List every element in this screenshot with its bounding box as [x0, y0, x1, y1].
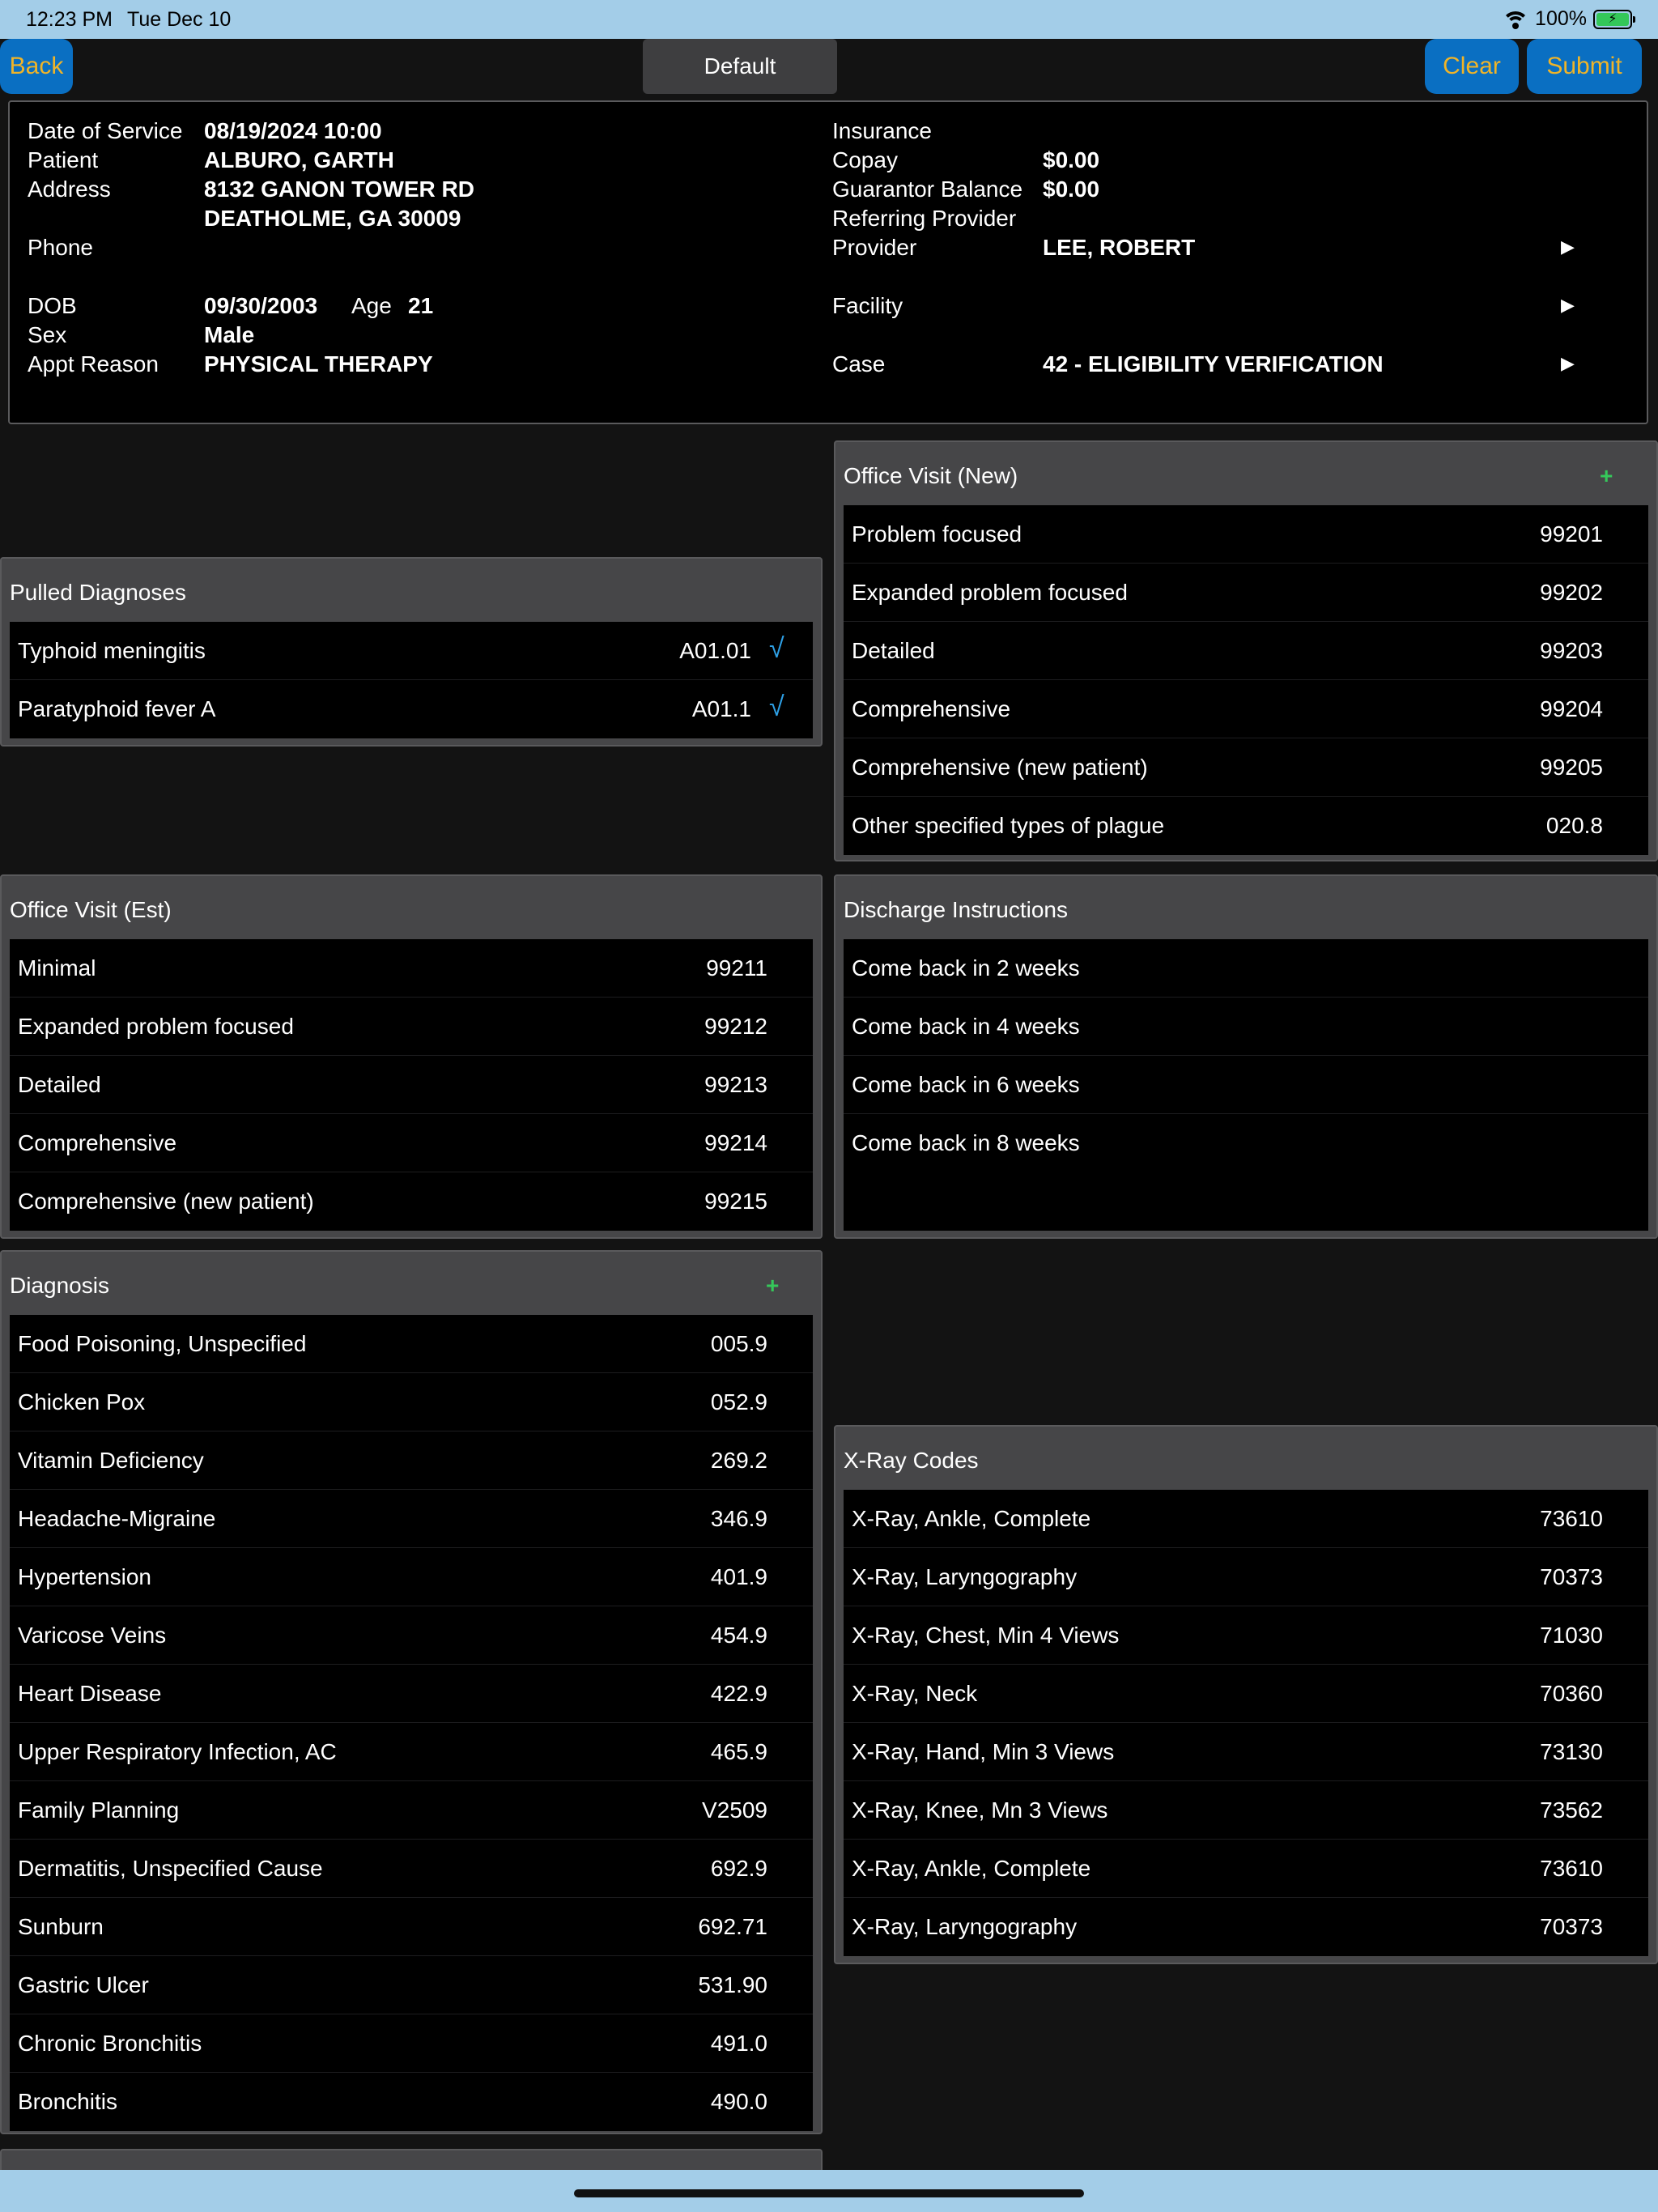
sex-label: Sex — [28, 322, 67, 347]
provider-label: Provider — [832, 235, 917, 260]
pulled-diagnosis-code: A01.1 — [691, 696, 751, 721]
item-code: 490.0 — [710, 2089, 767, 2114]
appt-reason-label: Appt Reason — [28, 351, 159, 376]
list-item[interactable] — [844, 1490, 1648, 1548]
age-value: 21 — [408, 293, 434, 318]
list-item[interactable] — [844, 1840, 1648, 1898]
item-code: 005.9 — [710, 1331, 767, 1356]
pulled-diagnoses-title: Pulled Diagnoses — [10, 580, 186, 605]
list-item[interactable] — [844, 998, 1648, 1056]
item-label: Varicose Veins — [18, 1623, 167, 1648]
item-label: Comprehensive (new patient) — [18, 1189, 314, 1214]
list-item[interactable] — [844, 1056, 1648, 1114]
item-label: Detailed — [852, 638, 935, 663]
list-item[interactable] — [10, 1315, 813, 1373]
office-visit-new-title: Office Visit (New) — [844, 463, 1018, 488]
add-icon[interactable]: + — [766, 1273, 780, 1298]
xray-codes-list — [844, 1490, 1648, 1956]
item-label: Vitamin Deficiency — [18, 1448, 204, 1473]
date-of-service-value: 08/19/2024 10:00 — [204, 118, 382, 143]
item-label: Other specified types of plague — [852, 813, 1165, 838]
list-item[interactable] — [844, 622, 1648, 680]
item-code: 346.9 — [710, 1506, 767, 1531]
list-item[interactable] — [844, 1898, 1648, 1956]
list-item[interactable] — [844, 738, 1648, 797]
list-item[interactable] — [844, 1606, 1648, 1665]
item-label: Detailed — [18, 1072, 101, 1097]
facility-label: Facility — [832, 293, 903, 318]
battery-percent: 100% — [1535, 7, 1587, 30]
list-item[interactable] — [844, 1723, 1648, 1781]
item-code: 99201 — [1540, 521, 1603, 547]
list-item[interactable] — [844, 1781, 1648, 1840]
item-code: 73610 — [1540, 1856, 1603, 1881]
item-label: Food Poisoning, Unspecified — [18, 1331, 307, 1356]
item-label: Come back in 6 weeks — [852, 1072, 1080, 1097]
item-code: 99203 — [1540, 638, 1603, 663]
item-label: Comprehensive — [18, 1130, 177, 1155]
item-label: Chronic Bronchitis — [18, 2031, 202, 2056]
office-visit-est-list — [10, 939, 813, 1231]
list-item[interactable] — [10, 1606, 813, 1665]
item-code: 465.9 — [710, 1739, 767, 1764]
item-code: 99204 — [1540, 696, 1603, 721]
status-right — [1503, 7, 1632, 31]
item-label: Bronchitis — [18, 2089, 117, 2114]
list-item[interactable] — [10, 1114, 813, 1172]
item-code: 454.9 — [710, 1623, 767, 1648]
item-label: X-Ray, Laryngography — [852, 1564, 1078, 1589]
item-code: 99211 — [706, 955, 767, 981]
item-code: 99215 — [704, 1189, 767, 1214]
item-code: 401.9 — [710, 1564, 767, 1589]
office-visit-new-list — [844, 505, 1648, 855]
list-item[interactable] — [10, 1490, 813, 1548]
status-date: Tue Dec 10 — [127, 8, 232, 31]
office-visit-new-panel — [834, 440, 1658, 861]
item-label: X-Ray, Knee, Mn 3 Views — [852, 1797, 1108, 1823]
case-value[interactable]: 42 - ELIGIBILITY VERIFICATION — [1043, 351, 1384, 376]
address-line1: 8132 GANON TOWER RD — [204, 177, 474, 202]
item-label: Chicken Pox — [18, 1389, 146, 1414]
case-label: Case — [832, 351, 886, 376]
list-item[interactable] — [10, 1956, 813, 2014]
item-label: Expanded problem focused — [18, 1014, 294, 1039]
item-code: 269.2 — [710, 1448, 767, 1473]
list-item[interactable] — [844, 1665, 1648, 1723]
status-time: 12:23 PM — [26, 8, 113, 31]
default-tab[interactable]: Default — [643, 39, 837, 94]
list-item[interactable] — [10, 1840, 813, 1898]
list-item[interactable] — [10, 1781, 813, 1840]
item-code: 99212 — [704, 1014, 767, 1039]
list-item[interactable] — [844, 939, 1648, 998]
list-item[interactable] — [844, 1548, 1648, 1606]
item-code: 99213 — [704, 1072, 767, 1097]
pulled-diagnosis-label: Typhoid meningitis — [18, 638, 206, 663]
guarantor-balance-label: Guarantor Balance — [832, 177, 1023, 202]
item-label: X-Ray, Neck — [852, 1681, 978, 1706]
patient-name: ALBURO, GARTH — [204, 147, 394, 172]
item-code: 531.90 — [698, 1972, 767, 1997]
item-label: Family Planning — [18, 1797, 180, 1823]
address-line2: DEATHOLME, GA 30009 — [204, 206, 461, 231]
wifi-icon — [1503, 10, 1528, 29]
patient-label: Patient — [28, 147, 99, 172]
list-item[interactable] — [10, 1548, 813, 1606]
dob-label: DOB — [28, 293, 77, 318]
list-item[interactable] — [10, 1373, 813, 1431]
age-label: Age — [351, 293, 392, 318]
item-label: Minimal — [18, 955, 96, 981]
pulled-diagnosis-code: A01.01 — [679, 638, 751, 663]
dob-value: 09/30/2003 — [204, 293, 318, 318]
item-code: 020.8 — [1545, 813, 1603, 838]
xray-codes-title: X-Ray Codes — [844, 1448, 979, 1473]
referring-provider-label: Referring Provider — [832, 206, 1017, 231]
item-code: 99214 — [704, 1130, 767, 1155]
item-label: X-Ray, Chest, Min 4 Views — [852, 1623, 1120, 1648]
item-label: X-Ray, Ankle, Complete — [852, 1506, 1091, 1531]
xray-codes-panel — [834, 1425, 1658, 1964]
item-label: Headache-Migraine — [18, 1506, 216, 1531]
pulled-diagnosis-row[interactable] — [10, 680, 813, 738]
battery-icon: ⚡ — [1593, 10, 1632, 29]
patient-info-panel — [8, 100, 1648, 424]
submit-button[interactable]: Submit — [1527, 39, 1642, 94]
date-of-service-label: Date of Service — [28, 118, 183, 143]
appt-reason-value: PHYSICAL THERAPY — [204, 351, 433, 376]
list-item[interactable] — [844, 564, 1648, 622]
list-item[interactable] — [844, 505, 1648, 564]
item-code: 99205 — [1540, 755, 1603, 780]
home-indicator — [0, 2170, 1658, 2212]
item-label: Comprehensive (new patient) — [852, 755, 1148, 780]
item-code: 99202 — [1540, 580, 1603, 605]
office-visit-est-title: Office Visit (Est) — [10, 897, 172, 922]
copay-value: $0.00 — [1043, 147, 1100, 172]
pulled-diagnoses-list — [10, 622, 813, 738]
item-label: Come back in 8 weeks — [852, 1130, 1080, 1155]
sex-value: Male — [204, 322, 255, 347]
list-item[interactable] — [10, 939, 813, 998]
list-item[interactable] — [10, 2014, 813, 2073]
item-code: 73130 — [1540, 1739, 1603, 1764]
item-code: 70360 — [1540, 1681, 1603, 1706]
item-code: V2509 — [702, 1797, 767, 1823]
case-arrow-icon[interactable]: ▶ — [1561, 353, 1575, 373]
diagnosis-panel — [0, 1250, 823, 2134]
list-item[interactable] — [10, 2073, 813, 2131]
provider-value[interactable]: LEE, ROBERT — [1043, 235, 1196, 260]
item-label: Come back in 4 weeks — [852, 1014, 1080, 1039]
item-label: X-Ray, Laryngography — [852, 1914, 1078, 1939]
discharge-instructions-title: Discharge Instructions — [844, 897, 1069, 922]
item-label: Heart Disease — [18, 1681, 162, 1706]
item-code: 491.0 — [710, 2031, 767, 2056]
guarantor-balance-value: $0.00 — [1043, 177, 1100, 202]
list-item[interactable] — [844, 1114, 1648, 1172]
office-visit-est-panel — [0, 874, 823, 1239]
pulled-diagnoses-panel — [0, 557, 823, 747]
item-label: Expanded problem focused — [852, 580, 1128, 605]
item-label: X-Ray, Ankle, Complete — [852, 1856, 1091, 1881]
back-button[interactable]: Back — [0, 39, 73, 94]
list-item[interactable] — [10, 1431, 813, 1490]
item-code: 70373 — [1540, 1564, 1603, 1589]
phone-label: Phone — [28, 235, 93, 260]
discharge-instructions-list — [844, 939, 1648, 1231]
diagnosis-list — [10, 1315, 813, 2131]
add-icon[interactable]: + — [1600, 463, 1613, 488]
discharge-instructions-panel — [834, 874, 1658, 1239]
checkmark-icon[interactable]: √ — [769, 633, 784, 664]
status-bar — [0, 0, 1658, 39]
list-item[interactable] — [10, 1056, 813, 1114]
list-item[interactable] — [10, 1172, 813, 1231]
diagnosis-title: Diagnosis — [10, 1273, 109, 1298]
item-label: Upper Respiratory Infection, AC — [18, 1739, 337, 1764]
facility-arrow-icon[interactable]: ▶ — [1561, 295, 1575, 315]
item-label: Hypertension — [18, 1564, 151, 1589]
provider-arrow-icon[interactable]: ▶ — [1561, 236, 1575, 257]
list-item[interactable] — [10, 998, 813, 1056]
item-code: 73562 — [1540, 1797, 1603, 1823]
item-label: Sunburn — [18, 1914, 104, 1939]
pulled-diagnosis-label: Paratyphoid fever A — [18, 696, 216, 721]
insurance-label: Insurance — [832, 118, 932, 143]
list-item[interactable] — [10, 1723, 813, 1781]
pulled-diagnosis-row[interactable] — [10, 622, 813, 680]
list-item[interactable] — [10, 1898, 813, 1956]
list-item[interactable] — [844, 680, 1648, 738]
clear-button[interactable]: Clear — [1425, 39, 1519, 94]
item-label: X-Ray, Hand, Min 3 Views — [852, 1739, 1115, 1764]
item-code: 692.71 — [698, 1914, 767, 1939]
list-item[interactable] — [844, 797, 1648, 855]
item-code: 71030 — [1540, 1623, 1603, 1648]
item-label: Comprehensive — [852, 696, 1011, 721]
copay-label: Copay — [832, 147, 898, 172]
item-code: 73610 — [1540, 1506, 1603, 1531]
item-code: 692.9 — [710, 1856, 767, 1881]
address-label: Address — [28, 177, 111, 202]
home-indicator-bar[interactable] — [574, 2189, 1084, 2197]
item-code: 422.9 — [710, 1681, 767, 1706]
item-label: Dermatitis, Unspecified Cause — [18, 1856, 323, 1881]
item-code: 052.9 — [710, 1389, 767, 1414]
item-code: 70373 — [1540, 1914, 1603, 1939]
item-label: Come back in 2 weeks — [852, 955, 1080, 981]
item-label: Gastric Ulcer — [18, 1972, 149, 1997]
item-label: Problem focused — [852, 521, 1022, 547]
list-item[interactable] — [10, 1665, 813, 1723]
checkmark-icon[interactable]: √ — [769, 691, 784, 722]
